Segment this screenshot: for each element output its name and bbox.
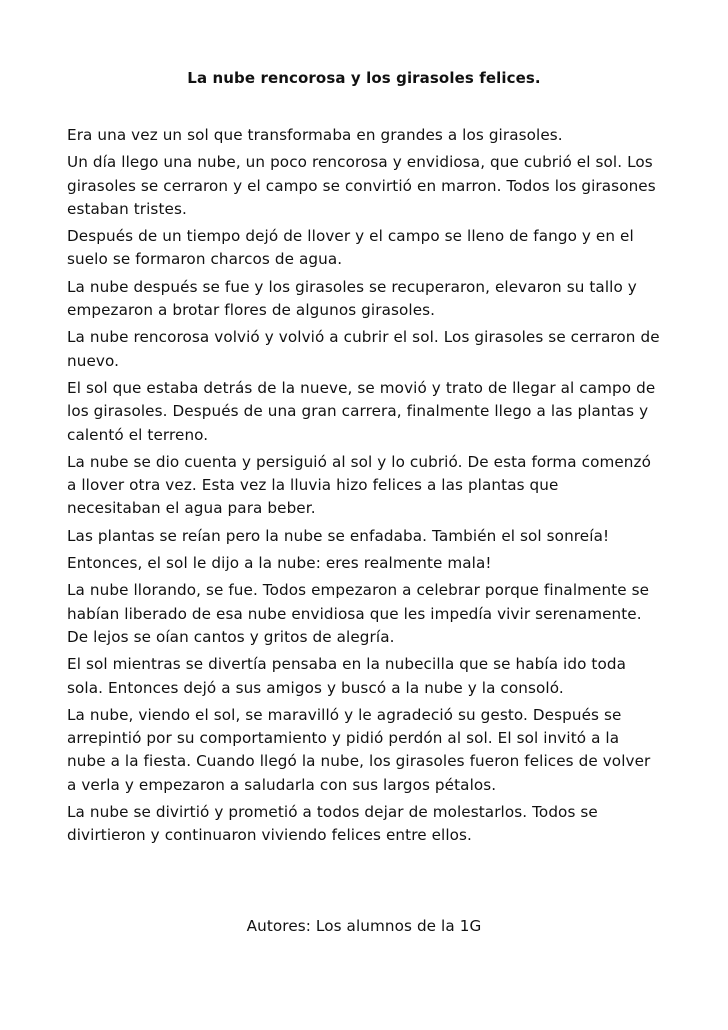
text-line: El sol mientras se divertía pensaba en la nubecilla que se había ido toda [67, 655, 627, 674]
text-line: El sol que estaba detrás de la nueve, se movió y trato de llegar al campo de [67, 378, 656, 397]
text-line: necesitaban el agua para beber. [67, 499, 316, 518]
document-body [67, 124, 667, 852]
text-line: suelo se formaron charcos de agua. [67, 250, 343, 269]
text-line: calentó el terreno. [67, 425, 209, 444]
paragraph [67, 525, 667, 548]
text-line: Después de un tiempo dejó de llover y el campo se lleno de fango y en el [67, 227, 634, 246]
text-line: sola. Entonces dejó a sus amigos y buscó a la nube y la consoló. [67, 678, 564, 697]
paragraph [67, 326, 667, 373]
text-line: empezaron a brotar flores de algunos girasoles. [67, 301, 436, 320]
text-line: La nube rencorosa volvió y volvió a cubrir el sol. Los girasoles se cerraron de [67, 328, 660, 347]
text-line: estaban tristes. [67, 199, 187, 218]
text-line: La nube se dio cuenta y persiguió al sol y lo cubrió. De esta forma comenzó [67, 452, 651, 471]
paragraph [67, 377, 667, 447]
text-line: nuevo. [67, 351, 120, 370]
text-line: los girasoles. Después de una gran carrera, finalmente llego a las plantas y [67, 402, 649, 421]
text-line: divirtieron y continuaron viviendo felices entre ellos. [67, 826, 472, 845]
text-line: La nube se divirtió y prometió a todos dejar de molestarlos. Todos se [67, 803, 598, 822]
authors-credit: Autores: Los alumnos de la 1G [246, 917, 482, 935]
text-line: La nube llorando, se fue. Todos empezaron a celebrar porque finalmente se [67, 581, 650, 600]
paragraph [67, 552, 667, 575]
document-title: La nube rencorosa y los girasoles felices. [187, 69, 541, 87]
text-line: girasoles se cerraron y el campo se convirtió en marron. Todos los girasones [67, 176, 656, 195]
text-line: a verla y empezaron a saludarla con sus largos pétalos. [67, 775, 497, 794]
text-line: Las plantas se reían pero la nube se enfadaba. También el sol sonreía! [67, 526, 610, 545]
text-line: nube a la fiesta. Cuando llegó la nube, los girasoles fueron felices de volver [67, 752, 651, 771]
text-line: Un día llego una nube, un poco rencorosa y envidiosa, que cubrió el sol. Los [67, 153, 653, 172]
paragraph [67, 653, 667, 700]
paragraph [67, 124, 667, 147]
paragraph [67, 276, 667, 323]
paragraph [67, 579, 667, 649]
text-line: a llover otra vez. Esta vez la lluvia hizo felices a las plantas que [67, 476, 559, 495]
paragraph [67, 151, 667, 221]
text-line: arrepintió por su comportamiento y pidió perdón al sol. El sol invitó a la [67, 729, 620, 748]
text-line: Entonces, el sol le dijo a la nube: eres realmente mala! [67, 554, 492, 573]
text-line: Era una vez un sol que transformaba en grandes a los girasoles. [67, 126, 563, 144]
paragraph [67, 801, 667, 848]
text-line: La nube, viendo el sol, se maravilló y le agradeció su gesto. Después se [67, 705, 622, 724]
paragraph [67, 225, 667, 272]
paragraph [67, 451, 667, 521]
text-line: La nube después se fue y los girasoles se recuperaron, elevaron su tallo y [67, 277, 637, 296]
text-line: habían liberado de esa nube envidiosa que les impedía vivir serenamente. [67, 604, 642, 623]
text-line: De lejos se oían cantos y gritos de alegría. [67, 627, 395, 646]
paragraph [67, 704, 667, 797]
